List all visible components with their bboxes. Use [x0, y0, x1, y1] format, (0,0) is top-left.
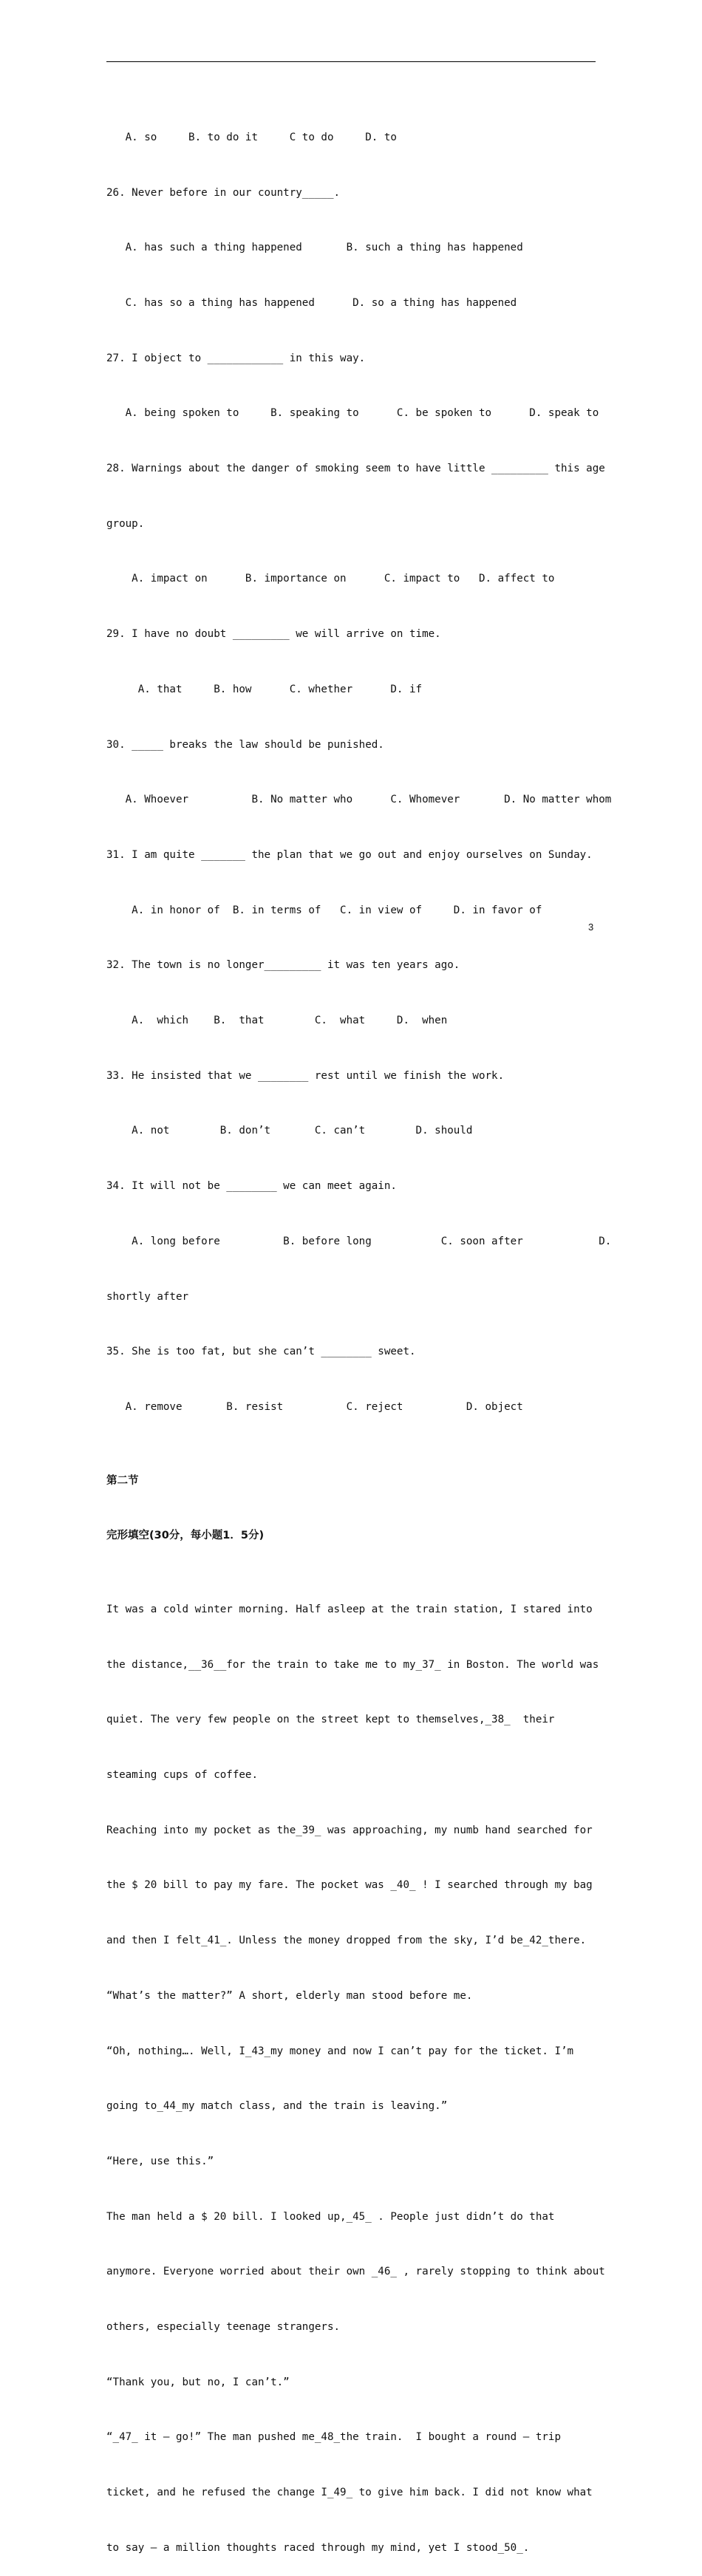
- question-31: 31. I am quite _______ the plan that we go out and enjoy ourselves on Sunday.: [106, 848, 593, 861]
- passage-line: going to_44_my match class, and the train is leaving.”: [106, 2100, 448, 2113]
- passage-line: the $ 20 bill to pay my fare. The pocket was _40_ ! I searched through my bag: [106, 1879, 593, 1892]
- section-title: 第二节: [106, 1474, 139, 1487]
- passage-line: It was a cold winter morning. Half asleep at the train station, I stared into: [106, 1603, 593, 1615]
- passage-line: steaming cups of coffee.: [106, 1769, 258, 1782]
- text-line: A. not B. don’t C. can’t D. should: [106, 1125, 473, 1137]
- text-line: A. being spoken to B. speaking to C. be spoken to D. speak to: [106, 407, 599, 420]
- text-line: A. impact on B. importance on C. impact to D. affect to: [106, 573, 555, 585]
- text-line: A. long before B. before long C. soon after D.: [106, 1235, 612, 1247]
- passage-line: anymore. Everyone worried about their own _46_ , rarely stopping to think about: [106, 2266, 605, 2278]
- question-27: 27. I object to ____________ in this way.: [106, 352, 366, 364]
- text-line: A. in honor of B. in terms of C. in view of D. in favor of: [106, 904, 542, 916]
- question-26: 26. Never before in our country_____.: [106, 186, 341, 199]
- passage-line: and then I felt_41_. Unless the money dropped from the sky, I’d be_42_there.: [106, 1935, 587, 1947]
- text-line: A. has such a thing happened B. such a thing has happened: [106, 242, 523, 254]
- text-line: A. which B. that C. what D. when: [106, 1015, 448, 1027]
- text-line: A. remove B. resist C. reject D. object: [106, 1400, 523, 1413]
- question-30: 30. _____ breaks the law should be punished.: [106, 738, 384, 751]
- question-28: 28. Warnings about the danger of smoking seem to have little _________ this age: [106, 463, 605, 475]
- passage-line: “Thank you, but no, I can’t.”: [106, 2376, 290, 2388]
- header-rule: [106, 61, 596, 62]
- text-line: group.: [106, 517, 145, 530]
- passage-line: “_47_ it – go!” The man pushed me_48_the train. I bought a round – trip: [106, 2431, 561, 2444]
- passage-line: ticket, and he refused the change I_49_ to give him back. I did not know what: [106, 2487, 593, 2499]
- passage-line: the distance,__36__for the train to take me to my_37_ in Boston. The world was: [106, 1658, 599, 1671]
- text-line: A. Whoever B. No matter who C. Whomever D. No matter whom: [106, 794, 612, 806]
- text-line: A. so B. to do it C to do D. to: [106, 131, 397, 143]
- passage-line: The man held a $ 20 bill. I looked up,_45_ . People just didn’t do that: [106, 2210, 555, 2223]
- passage-line: to say – a million thoughts raced through my mind, yet I stood_50_.: [106, 2541, 530, 2554]
- question-32: 32. The town is no longer_________ it was ten years ago.: [106, 959, 460, 972]
- question-35: 35. She is too fat, but she can’t ________ sweet.: [106, 1346, 416, 1358]
- passage-line: others, especially teenage strangers.: [106, 2321, 341, 2334]
- question-34: 34. It will not be ________ we can meet again.: [106, 1180, 397, 1193]
- page-content: [106, 92, 612, 2576]
- page-number: 3: [588, 921, 594, 933]
- text-line: shortly after: [106, 1290, 189, 1303]
- passage-line: Reaching into my pocket as the_39_ was approaching, my numb hand searched for: [106, 1824, 593, 1836]
- section-subtitle: 完形填空(30分，每小题1．5分): [106, 1530, 265, 1542]
- question-33: 33. He insisted that we ________ rest until we finish the work.: [106, 1069, 505, 1082]
- passage-line: quiet. The very few people on the street kept to themselves,_38_ their: [106, 1714, 555, 1726]
- passage-line: “What’s the matter?” A short, elderly man stood before me.: [106, 1989, 473, 2002]
- text-line: C. has so a thing has happened D. so a thing has happened: [106, 296, 517, 309]
- passage-line: “Here, use this.”: [106, 2155, 214, 2167]
- passage-line: “Oh, nothing…. Well, I_43_my money and now I can’t pay for the ticket. I’m: [106, 2045, 574, 2057]
- question-29: 29. I have no doubt _________ we will arrive on time.: [106, 628, 441, 641]
- text-line: A. that B. how C. whether D. if: [106, 683, 423, 695]
